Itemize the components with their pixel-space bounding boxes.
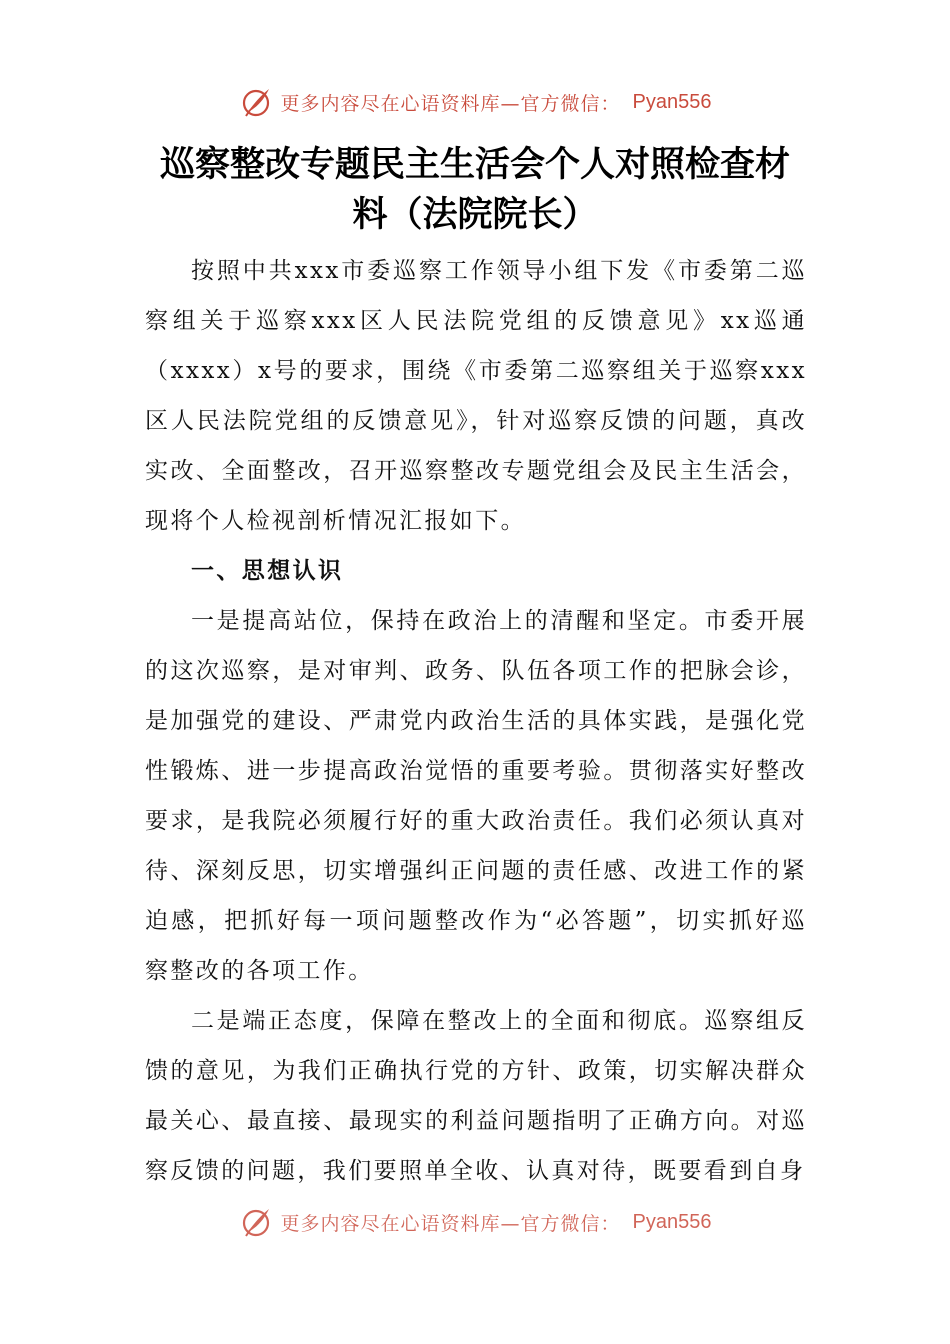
watermark-header xyxy=(0,82,950,122)
watermark-text: 更多内容尽在心语资料库—官方微信： xyxy=(280,1212,621,1235)
document-title: 巡察整改专题民主生活会个人对照检查材料（法院院长） xyxy=(159,144,790,235)
quill-logo-icon xyxy=(239,85,273,119)
section-paragraph-1: 一是提高站位，保持在政治上的清醒和坚定。市委开展的这次巡察，是对审判、政务、队伍各项工作的把脉会诊，是加强党的建设、严肃党内政治生活的具体实践，是强化党性锻炼、进一步提高政治觉悟的重要考验。贯彻落实好整改要求，是我院必须履行好的重大政治责任。我们必须认真对待、深刻反思，切实增强纠正问题的责任感、改进工作的紧迫感，把抓好每一项问题整改作为“必答题”，切实抓好巡察整改的各项工作。 xyxy=(145,608,807,984)
quill-logo-icon xyxy=(239,1205,273,1239)
watermark-code: Pyan556 xyxy=(632,90,712,113)
document-body xyxy=(145,246,807,1196)
section-heading: 一、思想认识 xyxy=(191,558,344,584)
watermark-footer xyxy=(0,1202,950,1242)
watermark-code: Pyan556 xyxy=(632,1210,712,1233)
intro-paragraph: 按照中共xxx市委巡察工作领导小组下发《市委第二巡察组关于巡察xxx区人民法院党组的反馈意见》xx巡通（xxxx）x号的要求，围绕《市委第二巡察组关于巡察xxx区人民法院党组的反馈意见》，针对巡察反馈的问题，真改实改、全面整改，召开巡察整改专题党组会及民主生活会，现将个人检视剖析情况汇报如下。 xyxy=(145,258,807,534)
watermark-text: 更多内容尽在心语资料库—官方微信： xyxy=(280,92,621,115)
section-paragraph-2: 二是端正态度，保障在整改上的全面和彻底。巡察组反馈的意见，为我们正确执行党的方针、政策，切实解决群众最关心、最直接、最现实的利益问题指明了正确方向。对巡察反馈的问题，我们要照单全收、认真对待，既要看到自身 xyxy=(145,1008,807,1184)
